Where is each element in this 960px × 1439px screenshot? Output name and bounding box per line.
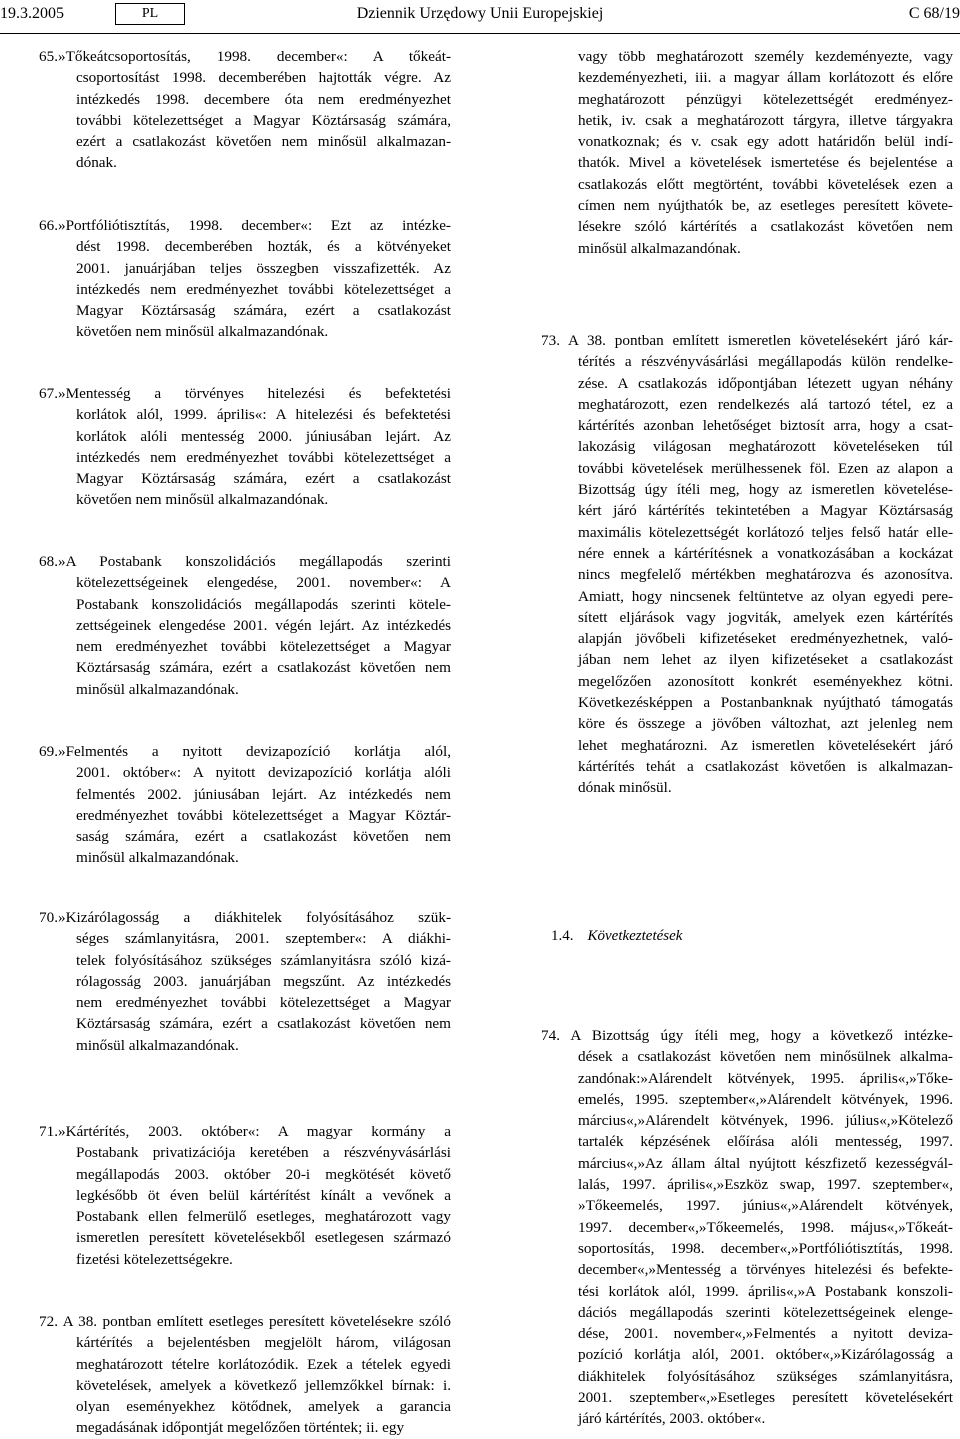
text-line: kártérítés azonban lehetőséget biztosít arra, hogy a csat- bbox=[578, 417, 953, 435]
text-line: »Tőkeemelés, 1997. június«,»Alárendelt kötvények, bbox=[578, 1197, 953, 1215]
text-line: 71.»Kártérítés, 2003. október«: A magyar kormány a bbox=[39, 1123, 451, 1140]
text-line: nem eredményezhet további kötelezettséget a Magyar bbox=[76, 638, 451, 656]
text-line: március«,»Alárendelt kötvények, 1996. július«,»Kötelező bbox=[578, 1112, 953, 1130]
text-line: 2001. szeptember«,»Esetleges peresített követelésekért bbox=[578, 1389, 953, 1407]
text-line: 72. A 38. pontban említett esetleges peresített követelésekre szóló bbox=[39, 1313, 451, 1330]
paragraph-68 bbox=[39, 551, 451, 700]
text-line: soportosítás, 1998. december«,»Portfóliótisztítás, 1998. bbox=[578, 1239, 953, 1257]
text-line: zése. A csatlakozás időpontjában létezett ugyan néhány bbox=[578, 374, 953, 392]
text-line: kezdeményezheti, iii. a magyar állam korlátozott és előre bbox=[578, 69, 953, 87]
text-line: legkésőbb öt éven belül kártérítést kínált a vevőnek a bbox=[76, 1186, 451, 1204]
journal-title: Dziennik Urzędowy Unii Europejskiej bbox=[356, 5, 604, 22]
text-line: 2001. október«: A nyitott devizapozíció korlátja alóli bbox=[76, 764, 451, 782]
paragraph-65 bbox=[39, 46, 451, 174]
text-line: kártérítés tehát a csatlakozást követően is alkalmazan- bbox=[578, 757, 953, 775]
page-header bbox=[0, 0, 960, 34]
text-line: megadásának időpontját megelőzően történtek; ii. egy bbox=[76, 1419, 405, 1437]
paragraph-72-continued bbox=[541, 46, 953, 259]
text-line: intézkedés 1998. decembere óta nem eredményezhet bbox=[76, 90, 451, 108]
text-line: Köztársaság számára, ezért a csatlakozást követően nem bbox=[76, 1015, 451, 1033]
paragraph-69 bbox=[39, 741, 451, 869]
text-line: zettségeinek elengedése 2001. végén lejárt. Az intézkedés bbox=[76, 616, 451, 634]
text-line: lakozásig világosan meghatározott követeléseken túl bbox=[578, 438, 953, 456]
text-line: tartalék képzésének előírása alóli mentesség, 1997. bbox=[578, 1133, 953, 1151]
text-line: felmentés 2002. júniusában lejárt. Az intézkedés nem bbox=[76, 785, 451, 803]
text-line: 70.»Kizárólagosság a diákhitelek folyósításához szük- bbox=[39, 909, 451, 926]
text-line: dónak. bbox=[76, 154, 117, 172]
text-line: saság számára, ezért a csatlakozást követően nem bbox=[76, 828, 451, 846]
text-line: köre és összege a jövőben változhat, azt jelenleg nem bbox=[578, 715, 953, 733]
text-line: 65.»Tőkeátcsoportosítás, 1998. december«: A tőkeát- bbox=[39, 48, 451, 65]
section-heading bbox=[551, 926, 682, 946]
text-line: vonatkoznak; és v. csak egy adott határidőn belül indí- bbox=[578, 133, 953, 151]
paragraph-66 bbox=[39, 215, 451, 343]
page-reference: C 68/19 bbox=[908, 5, 960, 22]
text-line: lésekre szóló kártérítés a csatlakozást követően nem bbox=[578, 218, 953, 236]
header-rule bbox=[0, 33, 960, 34]
text-line: ismeretlen peresített követelésekből esetlegesen származó bbox=[76, 1229, 451, 1247]
text-line: megelőzően azonosított konkrét eseményekhez kötni. bbox=[578, 672, 953, 690]
text-line: követően nem minősül alkalmazandónak. bbox=[76, 323, 329, 341]
text-line: 68.»A Postabank konszolidációs megállapodás szerinti bbox=[39, 553, 451, 570]
text-line: 2001. januárjában teljes összegben visszafizették. Az bbox=[76, 259, 451, 277]
text-line: követelések, amelyek a következő jellemzőkkel bírnak: i. bbox=[76, 1376, 451, 1394]
text-line: intézkedés nem eredményezhet további kötelezettséget a bbox=[76, 280, 451, 298]
text-line: alapján jövőbeli kifizetéseket eredményezhetnek, való- bbox=[578, 630, 953, 648]
text-line: 66.»Portfóliótisztítás, 1998. december«: Ezt az intézke- bbox=[39, 217, 451, 234]
text-line: vagy több meghatározott személy kezdeményezte, vagy bbox=[578, 48, 953, 65]
text-line: 69.»Felmentés a nyitott devizapozíció korlátja alól, bbox=[39, 743, 451, 760]
text-line: Magyar Köztársaság számára, ezért a csatlakozást bbox=[76, 470, 451, 488]
section-number: 1.4. bbox=[551, 928, 574, 944]
text-line: hetik, iv. csak a meghatározott tárgyra, illetve tárgyakra bbox=[578, 111, 953, 129]
text-line: csatlakozás előtt megtörtént, további követelések ezen a bbox=[578, 175, 953, 193]
text-line: meghatározott, ezen rendelkezés alá tartozó tétel, ez a bbox=[578, 395, 953, 413]
text-line: maximális kötelezettségét korlátozó teljes felső határ elle- bbox=[578, 523, 953, 541]
paragraph-71 bbox=[39, 1121, 451, 1270]
text-line: további kötelezettséget a Magyar Köztársaság számára, bbox=[76, 111, 451, 129]
text-line: meghatározott tételre korlátozódik. Ezek a tételek egyedi bbox=[76, 1355, 451, 1373]
text-line: Bizottság úgy ítéli meg, hogy az ismeretlen követelése- bbox=[578, 481, 953, 499]
text-line: Postabank privatizációja keretében a részvényvásárlási bbox=[76, 1144, 451, 1162]
text-line: ezért a csatlakozást követően nem minősül alkalmazan- bbox=[76, 133, 451, 151]
text-line: lehet meghatározni. Az ismeretlen követelésekért járó bbox=[578, 736, 953, 754]
text-line: fizetési kötelezettségekre. bbox=[76, 1250, 233, 1268]
text-line: diákhitelek folyósításához szükséges számlanyitásra, bbox=[578, 1367, 953, 1385]
text-line: lalás, 1997. április«,»Eszköz swap, 1997. szeptember«, bbox=[578, 1176, 953, 1194]
text-line: Magyar Köztársaság számára, ezért a csatlakozást bbox=[76, 302, 451, 320]
text-line: emelés, 1995. szeptember«,»Alárendelt kötvények, 1996. bbox=[578, 1090, 953, 1108]
text-line: Postabank ellen felmerülő esetleges, meghatározott vagy bbox=[76, 1208, 451, 1226]
text-line: thatók. Mivel a követelések ismertetése és bejelentése a bbox=[578, 154, 953, 172]
text-line: olyan eseményekhez kötődnek, amelyek a garancia bbox=[76, 1398, 451, 1416]
section-title: Következtetések bbox=[587, 928, 683, 944]
paragraph-74 bbox=[541, 1025, 953, 1430]
text-line: dést 1998. decemberében hozták, és a kötvényeket bbox=[76, 238, 451, 256]
text-line: március«,»Az állam által nyújtott készfizető kezességvál- bbox=[578, 1154, 953, 1172]
text-line: pozíció korlátja alól, 2001. október«,»Kizárólagosság a bbox=[578, 1346, 953, 1364]
text-line: 1997. december«,»Tőkeemelés, 1998. május«,»Tőkeát- bbox=[578, 1218, 953, 1236]
text-line: meghatározott pénzügyi kötelezettségét eredményez- bbox=[578, 90, 953, 108]
paragraph-72 bbox=[39, 1311, 451, 1439]
text-line: korlátok alól, 1999. április«: A hitelezési és befektetési bbox=[76, 406, 451, 424]
text-line: követően nem minősül alkalmazandónak. bbox=[76, 491, 329, 509]
text-line: 73. A 38. pontban említett ismeretlen követelésekért járó kár- bbox=[541, 332, 953, 349]
text-line: intézkedés nem eredményezhet további kötelezettséget a bbox=[76, 448, 451, 466]
text-line: minősül alkalmazandónak. bbox=[76, 849, 239, 867]
text-line: kért járó kártérítés tekintetében a Magyar Köztársaság bbox=[578, 502, 953, 520]
text-line: Postabank konszolidációs megállapodás szerinti kötele- bbox=[76, 595, 451, 613]
text-line: nem eredményezhet további kötelezettséget a Magyar bbox=[76, 994, 451, 1012]
text-line: minősül alkalmazandónak. bbox=[76, 1036, 239, 1054]
text-line: rólagosság 2003. januárjában megszűnt. Az intézkedés bbox=[76, 972, 451, 990]
text-line: járó kártérítés, 2003. október«. bbox=[578, 1410, 766, 1428]
language-badge: PL bbox=[115, 3, 185, 25]
text-line: minősül alkalmazandónak. bbox=[76, 680, 239, 698]
text-line: nére ennek a kártérítésnek a vonatkozásában a kockázat bbox=[578, 544, 953, 562]
text-line: kártérítés a bejelentésben megjelölt három, világosan bbox=[76, 1334, 451, 1352]
text-line: dése, 2001. november«,»Felmentés a nyitott deviza- bbox=[578, 1325, 953, 1343]
text-line: dések a csatlakozást követően nem minősülnek alkalma- bbox=[578, 1048, 953, 1066]
text-line: kötelezettségeinek elengedése, 2001. november«: A bbox=[76, 574, 451, 592]
text-line: korlátok alóli mentesség 2000. júniusában lejárt. Az bbox=[76, 427, 451, 445]
header-date: 19.3.2005 bbox=[0, 5, 64, 22]
text-line: térítés a részvényvásárlási megállapodás külön rendelke- bbox=[578, 353, 953, 371]
text-line: nincs megfelelő mértékben meghatározva és azonosítva. bbox=[578, 566, 953, 584]
text-line: Köztársaság számára, ezért a csatlakozást követően nem bbox=[76, 659, 451, 677]
text-line: minősül alkalmazandónak. bbox=[578, 239, 741, 257]
text-line: sített eljárások vagy jogviták, amelyek ezen kártérítés bbox=[578, 608, 953, 626]
text-line: eredményezhet további kötelezettséget a Magyar Köztár- bbox=[76, 806, 451, 824]
text-line: megállapodás 2003. október 20-i megkötését követő bbox=[76, 1165, 451, 1183]
paragraph-73 bbox=[541, 330, 953, 799]
text-line: Amiatt, hogy nincsenek feltüntetve az olyan egyedi pere- bbox=[578, 587, 953, 605]
text-line: dónak minősül. bbox=[578, 779, 672, 797]
text-line: csoportosítást 1998. decemberében hajtották végre. Az bbox=[76, 69, 451, 87]
paragraph-67 bbox=[39, 383, 451, 511]
paragraph-70 bbox=[39, 907, 451, 1056]
text-line: tési korlátok alól, 1999. április«,»A Postabank konszoli- bbox=[578, 1282, 953, 1300]
text-line: 74. A Bizottság úgy ítéli meg, hogy a következő intézke- bbox=[541, 1027, 953, 1044]
text-line: dációs megállapodás szerinti kötelezettségeinek elenge- bbox=[578, 1303, 953, 1321]
text-line: séges számlanyitásra, 2001. szeptember«: A diákhi- bbox=[76, 930, 451, 948]
text-line: 67.»Mentesség a törvényes hitelezési és befektetési bbox=[39, 385, 451, 402]
text-line: december«,»Mentesség a törvényes hitelezési és befekte- bbox=[578, 1261, 953, 1279]
text-line: zandónak:»Alárendelt kötvények, 1995. április«,»Tőke- bbox=[578, 1069, 953, 1087]
text-line: Következésképpen a Postanbanknak nyújtható támogatás bbox=[578, 694, 953, 712]
text-line: címen nem nyújthatók be, az esetleges peresített követe- bbox=[578, 197, 953, 215]
text-line: telek folyósításához szükséges számlanyitásra szóló kizá- bbox=[76, 951, 451, 969]
text-line: jában nem lehet az ilyen kifizetéseket a csatlakozást bbox=[578, 651, 953, 669]
text-line: további követelések merülhessenek föl. Ezen az alapon a bbox=[578, 459, 953, 477]
